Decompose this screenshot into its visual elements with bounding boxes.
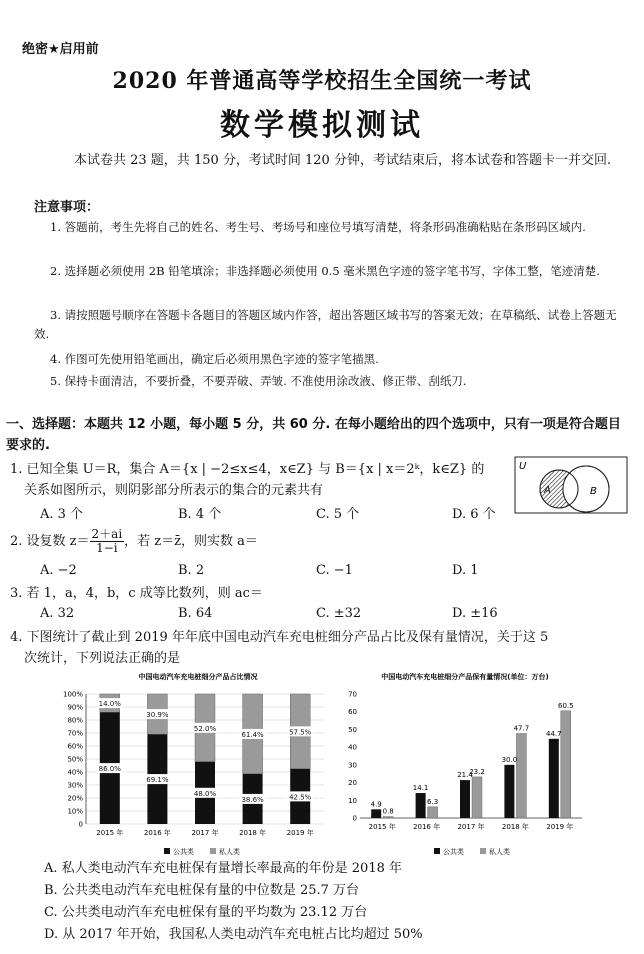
chart2-label-private: 60.5 bbox=[558, 701, 574, 710]
chart2-bar-public bbox=[371, 809, 381, 818]
intro-paragraph: 本试卷共 23 题，共 150 分，考试时间 120 分钟，考试结束后，将本试卷和答题卡一并交回. bbox=[74, 153, 612, 168]
chart1-ytick-label: 10% bbox=[67, 807, 83, 816]
chart2-bar-public bbox=[416, 793, 426, 818]
chart2-label-private: 6.3 bbox=[427, 797, 439, 806]
chart1-legend-swatch-private bbox=[210, 848, 216, 854]
q2-option-c: C. −1 bbox=[316, 563, 353, 578]
chart1-xtick-label: 2015 年 bbox=[96, 829, 124, 837]
chart1-label-public: 69.1% bbox=[146, 776, 169, 785]
chart2-ytick-label: 30 bbox=[348, 761, 357, 770]
q2-fraction-numerator: 2＋ai bbox=[91, 527, 123, 541]
q2-suffix: ，若 z＝z̄，则实数 a＝ bbox=[124, 534, 258, 549]
q4-answer-b: B. 公共类电动汽车充电桩保有量的中位数是 25.7 万台 bbox=[44, 883, 360, 898]
chart1-legend-swatch-public bbox=[164, 848, 170, 854]
chart2-legend-swatch-private bbox=[480, 848, 486, 854]
q4-answer-d: D. 从 2017 年开始，我国私人类电动汽车充电桩占比均超过 50% bbox=[44, 927, 423, 942]
notice-item-5: 5. 保持卡面清洁，不要折叠，不要弄破、弄皱. 不准使用涂改液、修正带、刮纸刀. bbox=[50, 374, 467, 388]
chart1-legend-private: 私人类 bbox=[219, 848, 240, 856]
exam-title: 2020 年普通高等学校招生全国统一考试 bbox=[112, 68, 532, 94]
chart2-ytick-label: 40 bbox=[348, 743, 357, 752]
q1-line1: 1. 已知全集 U＝R，集合 A＝{x | −2≤x≤4，x∈Z} 与 B＝{x | x＝2ᵏ，k∈Z} 的 bbox=[10, 462, 485, 477]
chart2-label-private: 23.2 bbox=[469, 767, 485, 776]
chart1-label-public: 42.5% bbox=[289, 793, 312, 802]
chart1-ytick-label: 60% bbox=[67, 742, 83, 751]
chart2-xtick-label: 2018 年 bbox=[501, 823, 529, 831]
chart2-label-public: 21.4 bbox=[457, 771, 473, 780]
chart1-xtick-label: 2016 年 bbox=[143, 829, 171, 837]
q3-option-b: B. 64 bbox=[178, 606, 213, 621]
venn-diagram bbox=[514, 456, 628, 514]
venn-label-a: A bbox=[544, 485, 551, 496]
chart1-ytick-label: 30% bbox=[67, 781, 83, 790]
q3-stem: 3. 若 1，a，4，b，c 成等比数列，则 ac＝ bbox=[10, 586, 263, 601]
notice-item-1: 1. 答题前，考生先将自己的姓名、考生号、考场号和座位号填写清楚，将条形码准确粘贴在条形码区域内. bbox=[50, 220, 586, 234]
chart2-bar-private bbox=[383, 817, 393, 818]
chart2-legend-private: 私人类 bbox=[489, 848, 510, 856]
chart1-label-private: 57.5% bbox=[289, 728, 312, 737]
chart1-label-private: 30.9% bbox=[146, 711, 169, 720]
chart1-ytick-label: 100% bbox=[62, 690, 83, 699]
q4-line1: 4. 下图统计了截止到 2019 年年底中国电动汽车充电桩细分产品占比及保有量情况，关于这 5 bbox=[10, 630, 549, 645]
chart2-ytick-label: 70 bbox=[348, 690, 357, 699]
chart1-label-private: 52.0% bbox=[193, 724, 217, 733]
chart1-label-public: 38.6% bbox=[241, 795, 264, 804]
chart1-ytick-label: 20% bbox=[67, 794, 83, 803]
chart2-bar-private bbox=[428, 807, 438, 818]
chart1-ytick-label: 40% bbox=[67, 768, 83, 777]
chart1-xtick-label: 2017 年 bbox=[191, 829, 219, 837]
venn-label-b: B bbox=[590, 486, 597, 497]
notice-item-3: 3. 请按照题号顺序在答题卡各题目的答题区域内作答，超出答题区域书写的答案无效；在草稿纸、试卷上答题无效. bbox=[34, 308, 617, 341]
chart-stock bbox=[340, 668, 590, 860]
chart2-bar-private bbox=[561, 711, 571, 818]
chart1-xtick-label: 2018 年 bbox=[239, 829, 267, 837]
chart2-ytick-label: 20 bbox=[348, 779, 357, 788]
q1-option-c: C. 5 个 bbox=[316, 507, 360, 522]
q2-stem bbox=[10, 528, 530, 555]
chart1-legend-public: 公共类 bbox=[173, 848, 194, 856]
confidential-mark: 绝密★启用前 bbox=[22, 42, 99, 57]
chart2-ytick-label: 10 bbox=[348, 796, 357, 805]
chart1-label-public: 86.0% bbox=[98, 765, 121, 774]
chart2-bar-private bbox=[516, 734, 526, 818]
q2-prefix: 2. 设复数 z＝ bbox=[10, 534, 90, 549]
chart2-xtick-label: 2017 年 bbox=[457, 823, 485, 831]
chart2-label-public: 30.0 bbox=[501, 755, 518, 764]
chart2-ytick-label: 50 bbox=[348, 725, 357, 734]
chart1-title: 中国电动汽车充电桩细分产品占比情况 bbox=[138, 673, 258, 681]
q3-option-d: D. ±16 bbox=[452, 606, 498, 621]
section-1-title: 一、选择题：本题共 12 小题，每小题 5 分，共 60 分. 在每小题给出的四个选项中，只有一项是符合题目要求的. bbox=[6, 417, 621, 453]
q3-option-c: C. ±32 bbox=[316, 606, 362, 621]
q1-line2: 关系如图所示，则阴影部分所表示的集合的元素共有 bbox=[24, 483, 324, 498]
chart2-legend-public: 公共类 bbox=[443, 848, 464, 856]
chart1-ytick-label: 70% bbox=[67, 729, 83, 738]
chart2-label-public: 4.9 bbox=[370, 800, 382, 809]
chart2-bar-private bbox=[472, 777, 482, 818]
q4-answer-c: C. 公共类电动汽车充电桩保有量的平均数为 23.12 万台 bbox=[44, 905, 368, 920]
chart2-label-public: 44.7 bbox=[546, 729, 562, 738]
chart2-label-private: 47.7 bbox=[513, 724, 530, 733]
chart1-ytick-label: 90% bbox=[67, 703, 83, 712]
q4-line2: 次统计，下列说法正确的是 bbox=[24, 651, 181, 666]
q2-option-d: D. 1 bbox=[452, 563, 479, 578]
chart2-label-private: 0.8 bbox=[382, 807, 394, 816]
chart1-label-private: 14.0% bbox=[98, 700, 121, 709]
notice-item-4: 4. 作图可先使用铅笔画出，确定后必须用黑色字迹的签字笔描黑. bbox=[50, 352, 379, 366]
chart-share bbox=[60, 668, 336, 860]
chart1-ytick-label: 80% bbox=[67, 716, 83, 725]
q2-fraction-denominator: 1−i bbox=[96, 541, 118, 555]
q1-option-a: A. 3 个 bbox=[40, 507, 84, 522]
chart1-label-private: 61.4% bbox=[241, 730, 264, 739]
chart1-label-public: 48.0% bbox=[193, 789, 217, 798]
q2-option-a: A. −2 bbox=[40, 563, 77, 578]
chart2-bar-public bbox=[549, 739, 559, 818]
chart1-ytick-label: 50% bbox=[67, 755, 83, 764]
notice-item-2: 2. 选择题必须使用 2B 铅笔填涂；非选择题必须使用 0.5 毫米黑色字迹的签字笔书写，字体工整，笔迹清楚. bbox=[50, 264, 600, 278]
chart2-bar-public bbox=[504, 765, 514, 818]
chart2-xtick-label: 2016 年 bbox=[413, 823, 441, 831]
chart1-ytick-label: 0 bbox=[78, 820, 83, 829]
q2-option-b: B. 2 bbox=[178, 563, 205, 578]
notice-title: 注意事项： bbox=[34, 200, 100, 215]
chart2-ytick-label: 60 bbox=[348, 708, 357, 717]
chart2-title: 中国电动汽车充电桩细分产品保有量情况(单位：万台) bbox=[381, 673, 549, 681]
q1-option-d: D. 6 个 bbox=[452, 507, 496, 522]
chart2-ytick-label: 0 bbox=[352, 814, 357, 823]
q4-answer-a: A. 私人类电动汽车充电桩保有量增长率最高的年份是 2018 年 bbox=[44, 861, 403, 876]
chart2-xtick-label: 2015 年 bbox=[368, 823, 396, 831]
chart2-label-public: 14.1 bbox=[412, 784, 429, 793]
subject-title: 数学模拟测试 bbox=[220, 108, 424, 143]
q2-fraction bbox=[90, 528, 125, 555]
chart2-bar-public bbox=[460, 780, 470, 818]
q3-option-a: A. 32 bbox=[40, 606, 75, 621]
chart1-xtick-label: 2019 年 bbox=[286, 829, 314, 837]
q1-option-b: B. 4 个 bbox=[178, 507, 222, 522]
chart2-legend-swatch-public bbox=[434, 848, 440, 854]
venn-label-u: U bbox=[519, 461, 527, 472]
chart2-xtick-label: 2019 年 bbox=[546, 823, 574, 831]
